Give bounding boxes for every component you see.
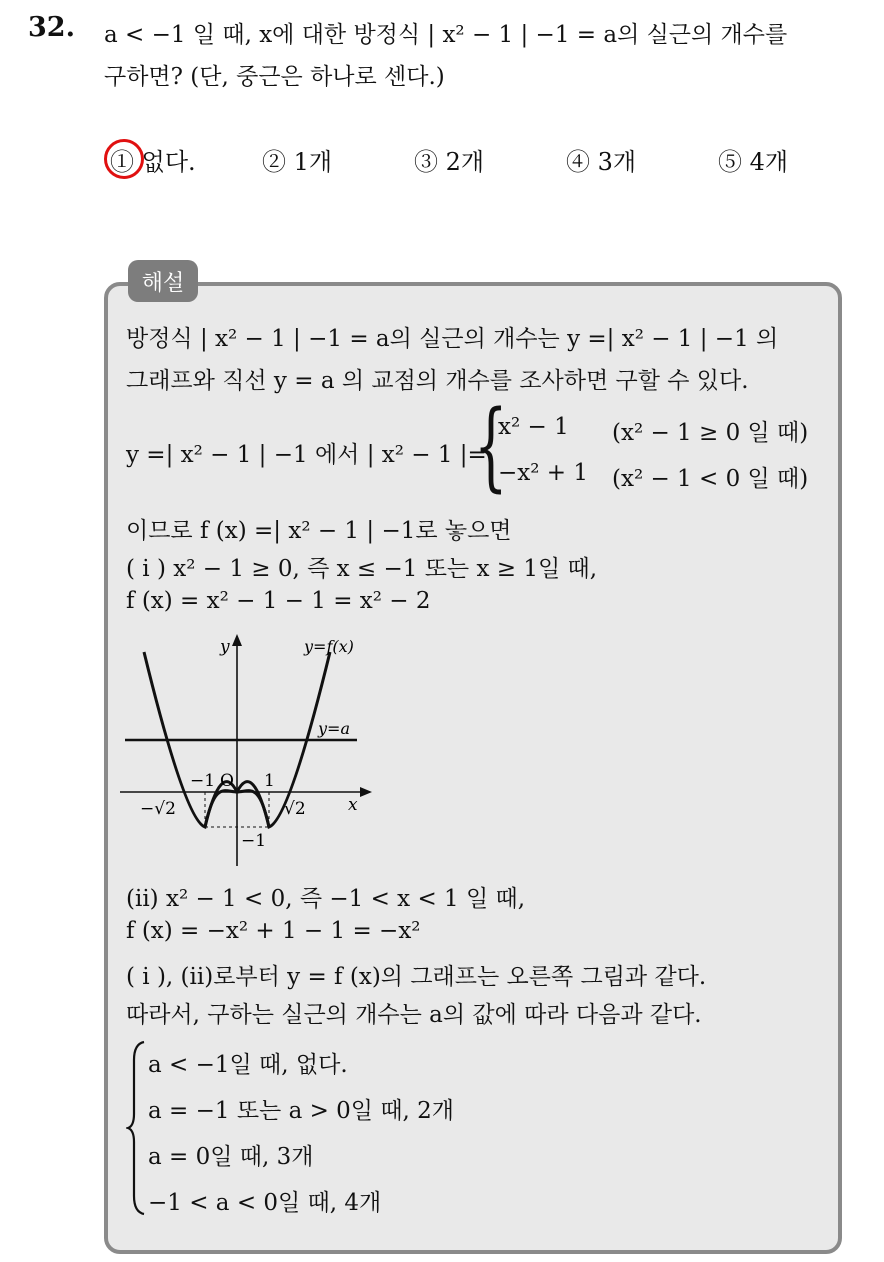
- y-axis-arrow: [232, 634, 242, 646]
- line-label: y=a: [318, 719, 350, 738]
- x-axis-arrow: [360, 787, 372, 797]
- solution-paragraph-2: 그래프와 직선 y = a 의 교점의 개수를 조사하면 구할 수 있다.: [126, 368, 749, 394]
- case-lead: y =| x² − 1 | −1 에서 | x² − 1 |=: [126, 442, 487, 468]
- summary-item-3: a = 0일 때, 3개: [148, 1144, 314, 1170]
- case-2-expression: −x² + 1: [498, 460, 588, 486]
- y-tick-label-neg1: −1: [241, 831, 267, 851]
- tick-label-neg1: −1: [190, 771, 216, 791]
- summary-item-2: a = −1 또는 a > 0일 때, 2개: [148, 1098, 455, 1124]
- summary-item-4: −1 < a < 0일 때, 4개: [148, 1190, 382, 1216]
- solution-paragraph-6: (ii) x² − 1 < 0, 즉 −1 < x < 1 일 때,: [126, 886, 526, 912]
- summary-brace: [126, 1040, 148, 1216]
- solution-paragraph-4: ( i ) x² − 1 ≥ 0, 즉 x ≤ −1 또는 x ≥ 1일 때,: [126, 556, 598, 582]
- y-axis-label: y: [220, 637, 230, 657]
- case-2-condition: (x² − 1 < 0 일 때): [612, 466, 809, 492]
- solution-paragraph-1: 방정식 | x² − 1 | −1 = a의 실근의 개수는 y =| x² − 1 | −1 의: [126, 326, 779, 352]
- curve-label: y=f(x): [304, 637, 354, 656]
- case-1-condition: (x² − 1 ≥ 0 일 때): [612, 420, 809, 446]
- solution-paragraph-3: 이므로 f (x) =| x² − 1 | −1로 놓으면: [126, 518, 512, 544]
- choice-1[interactable]: ① 없다.: [110, 148, 196, 176]
- choice-4[interactable]: ④ 3개: [566, 148, 637, 176]
- function-graph: [120, 630, 380, 870]
- origin-label: O: [220, 771, 234, 791]
- case-1-expression: x² − 1: [498, 414, 569, 440]
- x-axis-label: x: [348, 795, 358, 815]
- solution-paragraph-9: 따라서, 구하는 실근의 개수는 a의 값에 따라 다음과 같다.: [126, 1002, 702, 1028]
- solution-tag: 해설: [128, 260, 198, 302]
- solution-paragraph-5: f (x) = x² − 1 − 1 = x² − 2: [126, 588, 431, 614]
- choice-2[interactable]: ② 1개: [262, 148, 333, 176]
- tick-label-1: 1: [264, 771, 275, 791]
- question-line-1: a < −1 일 때, x에 대한 방정식 | x² − 1 | −1 = a의 실근의 개수를: [104, 22, 788, 48]
- solution-paragraph-8: ( i ), (ii)로부터 y = f (x)의 그래프는 오른쪽 그림과 같다.: [126, 964, 707, 990]
- tick-label-neg-sqrt2: −√2: [140, 799, 176, 819]
- solution-paragraph-7: f (x) = −x² + 1 − 1 = −x²: [126, 918, 421, 944]
- choice-5[interactable]: ⑤ 4개: [718, 148, 789, 176]
- question-line-2: 구하면? (단, 중근은 하나로 센다.): [104, 64, 445, 90]
- choice-3[interactable]: ③ 2개: [414, 148, 485, 176]
- case-brace: {: [474, 390, 508, 502]
- tick-label-sqrt2: √2: [284, 799, 306, 819]
- question-number: 32.: [28, 12, 75, 43]
- summary-item-1: a < −1일 때, 없다.: [148, 1052, 348, 1078]
